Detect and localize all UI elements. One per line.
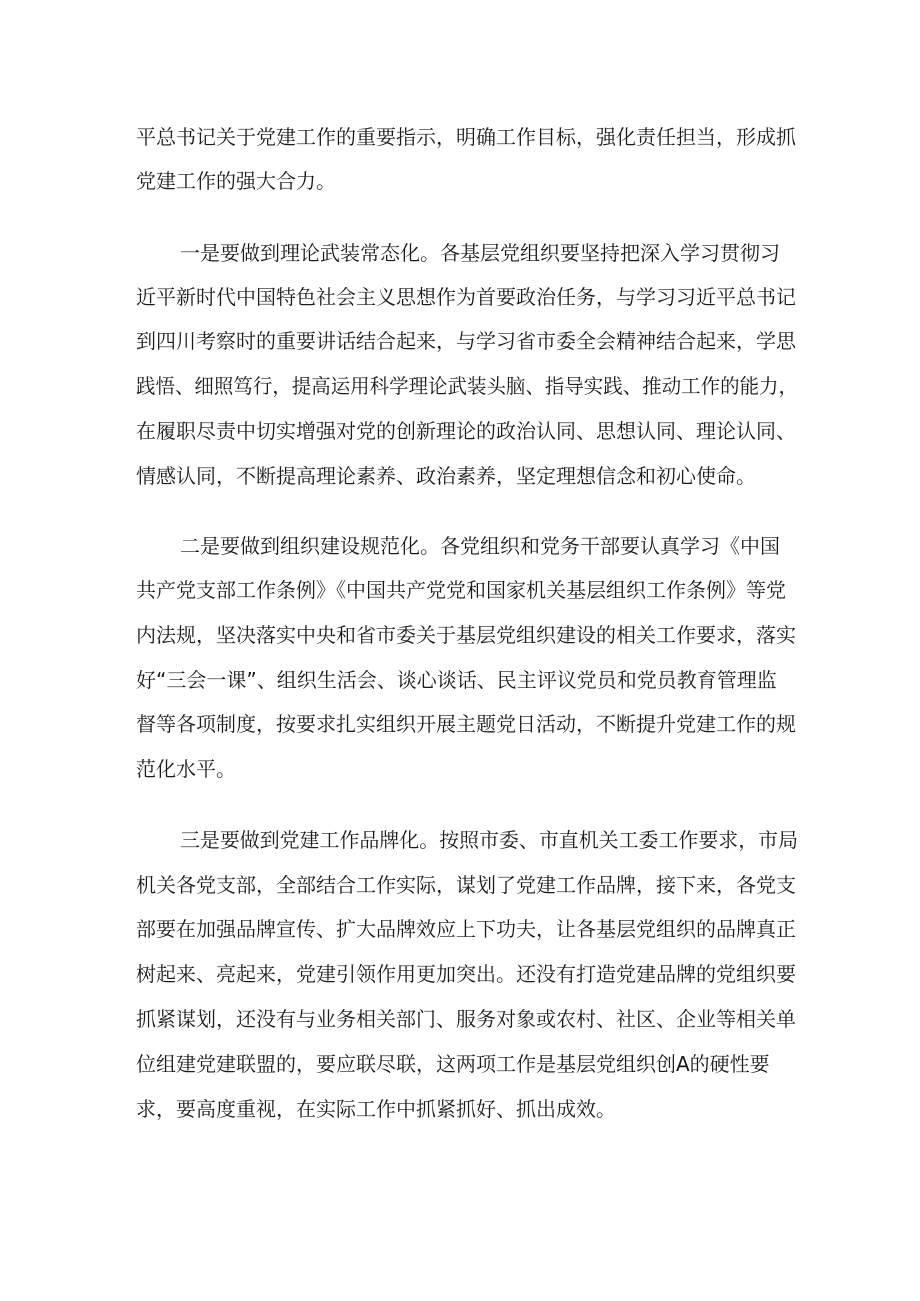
text-line: 情感认同，不断提高理论素养、政治素养，坚定理想信念和初心使命。 — [136, 464, 756, 488]
text-line: 树起来、亮起来，党建引领作用更加突出。还没有打造党建品牌的党组织要 — [136, 962, 796, 986]
text-line: 范化水平。 — [136, 757, 236, 781]
text-line: 践悟、细照笃行，提高运用科学理论武装头脑、指导实践、推动工作的能力， — [136, 374, 798, 398]
text-line: 在履职尽责中切实增强对党的创新理论的政治认同、思想认同、理论认同、 — [136, 419, 796, 443]
text-line: 位组建党建联盟的，要应联尽联，这两项工作是基层党组织创A的硬性要 — [136, 1052, 770, 1076]
text-line: 党建工作的强大合力。 — [136, 169, 336, 193]
text-line: 求，要高度重视，在实际工作中抓紧抓好、抓出成效。 — [136, 1097, 616, 1121]
text-line: 一是要做到理论武装常态化。各基层党组织要坚持把深入学习贯彻习 — [180, 241, 780, 265]
text-line: 好“三会一课”、组织生活会、谈心谈话、民主评议党员和党员教育管理监 — [136, 668, 777, 692]
text-line: 平总书记关于党建工作的重要指示，明确工作目标，强化责任担当，形成抓 — [136, 125, 796, 149]
text-line: 抓紧谋划，还没有与业务相关部门、服务对象或农村、社区、企业等相关单 — [136, 1007, 796, 1031]
text-line: 共产党支部工作条例》《中国共产党党和国家机关基层组织工作条例》等党 — [136, 578, 786, 602]
text-line: 到四川考察时的重要讲话结合起来，与学习省市委全会精神结合起来，学思 — [136, 329, 796, 353]
text-line: 机关各党支部，全部结合工作实际，谋划了党建工作品牌，接下来，各党支 — [136, 873, 796, 897]
text-line: 部要在加强品牌宣传、扩大品牌效应上下功夫，让各基层党组织的品牌真正 — [136, 917, 796, 941]
text-line: 内法规，坚决落实中央和省市委关于基层党组织建设的相关工作要求，落实 — [136, 623, 796, 647]
text-line: 督等各项制度，按要求扎实组织开展主题党日活动，不断提升党建工作的规 — [136, 712, 796, 736]
text-line: 三是要做到党建工作品牌化。按照市委、市直机关工委工作要求，市局 — [180, 828, 799, 852]
text-line: 二是要做到组织建设规范化。各党组织和党务干部要认真学习《中国 — [180, 534, 780, 558]
text-line: 近平新时代中国特色社会主义思想作为首要政治任务，与学习习近平总书记 — [136, 285, 796, 309]
